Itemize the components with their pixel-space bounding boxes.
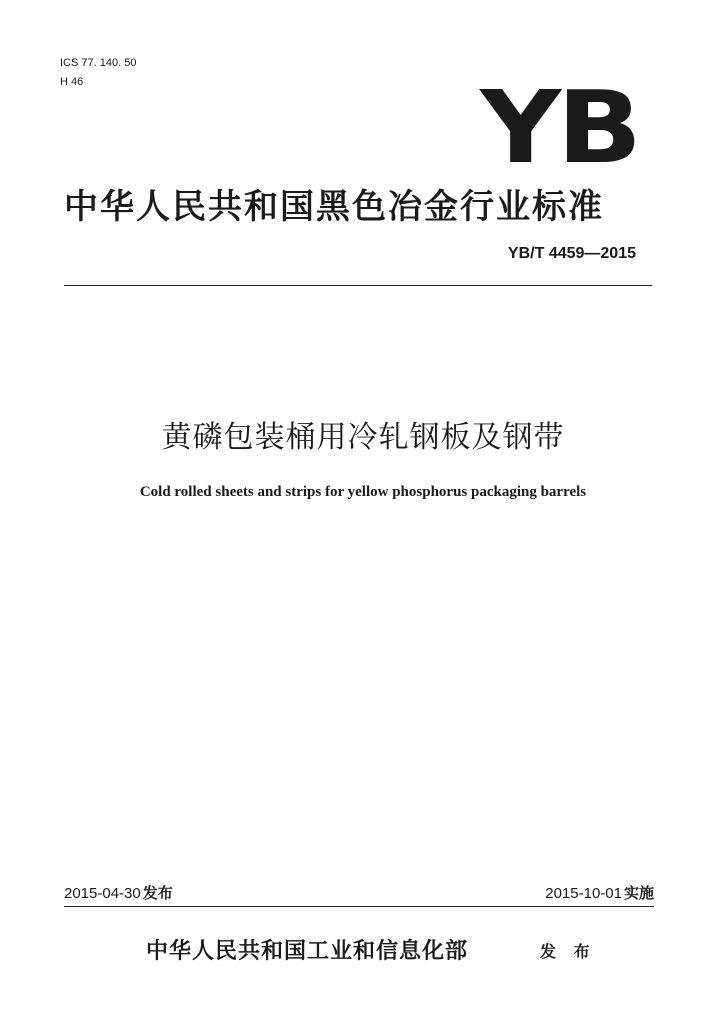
standard-number: YB/T 4459—2015 (507, 245, 636, 262)
top-divider (64, 285, 652, 286)
title-english: Cold rolled sheets and strips for yellow phosphorus packaging barrels (139, 484, 587, 500)
issue-date-line (64, 884, 173, 904)
issue-label: 发布 (142, 885, 173, 902)
publish-label: 发 布 (540, 942, 596, 961)
implement-label: 实施 (623, 885, 654, 902)
implement-date-line (545, 884, 654, 904)
implement-date: 2015-10-01 (545, 885, 622, 902)
bottom-divider (64, 906, 654, 907)
ics-code: ICS 77. 140. 50 (60, 57, 137, 69)
issue-date: 2015-04-30 (64, 885, 141, 902)
ccs-code: H 46 (60, 76, 84, 88)
yb-logo: YB (480, 69, 638, 186)
publisher: 中华人民共和国工业和信息化部 (146, 938, 469, 964)
title-chinese: 黄磷包装桶用冷轧钢板及钢带 (161, 420, 565, 455)
standard-category: 中华人民共和国黑色冶金行业标准 (64, 187, 604, 227)
